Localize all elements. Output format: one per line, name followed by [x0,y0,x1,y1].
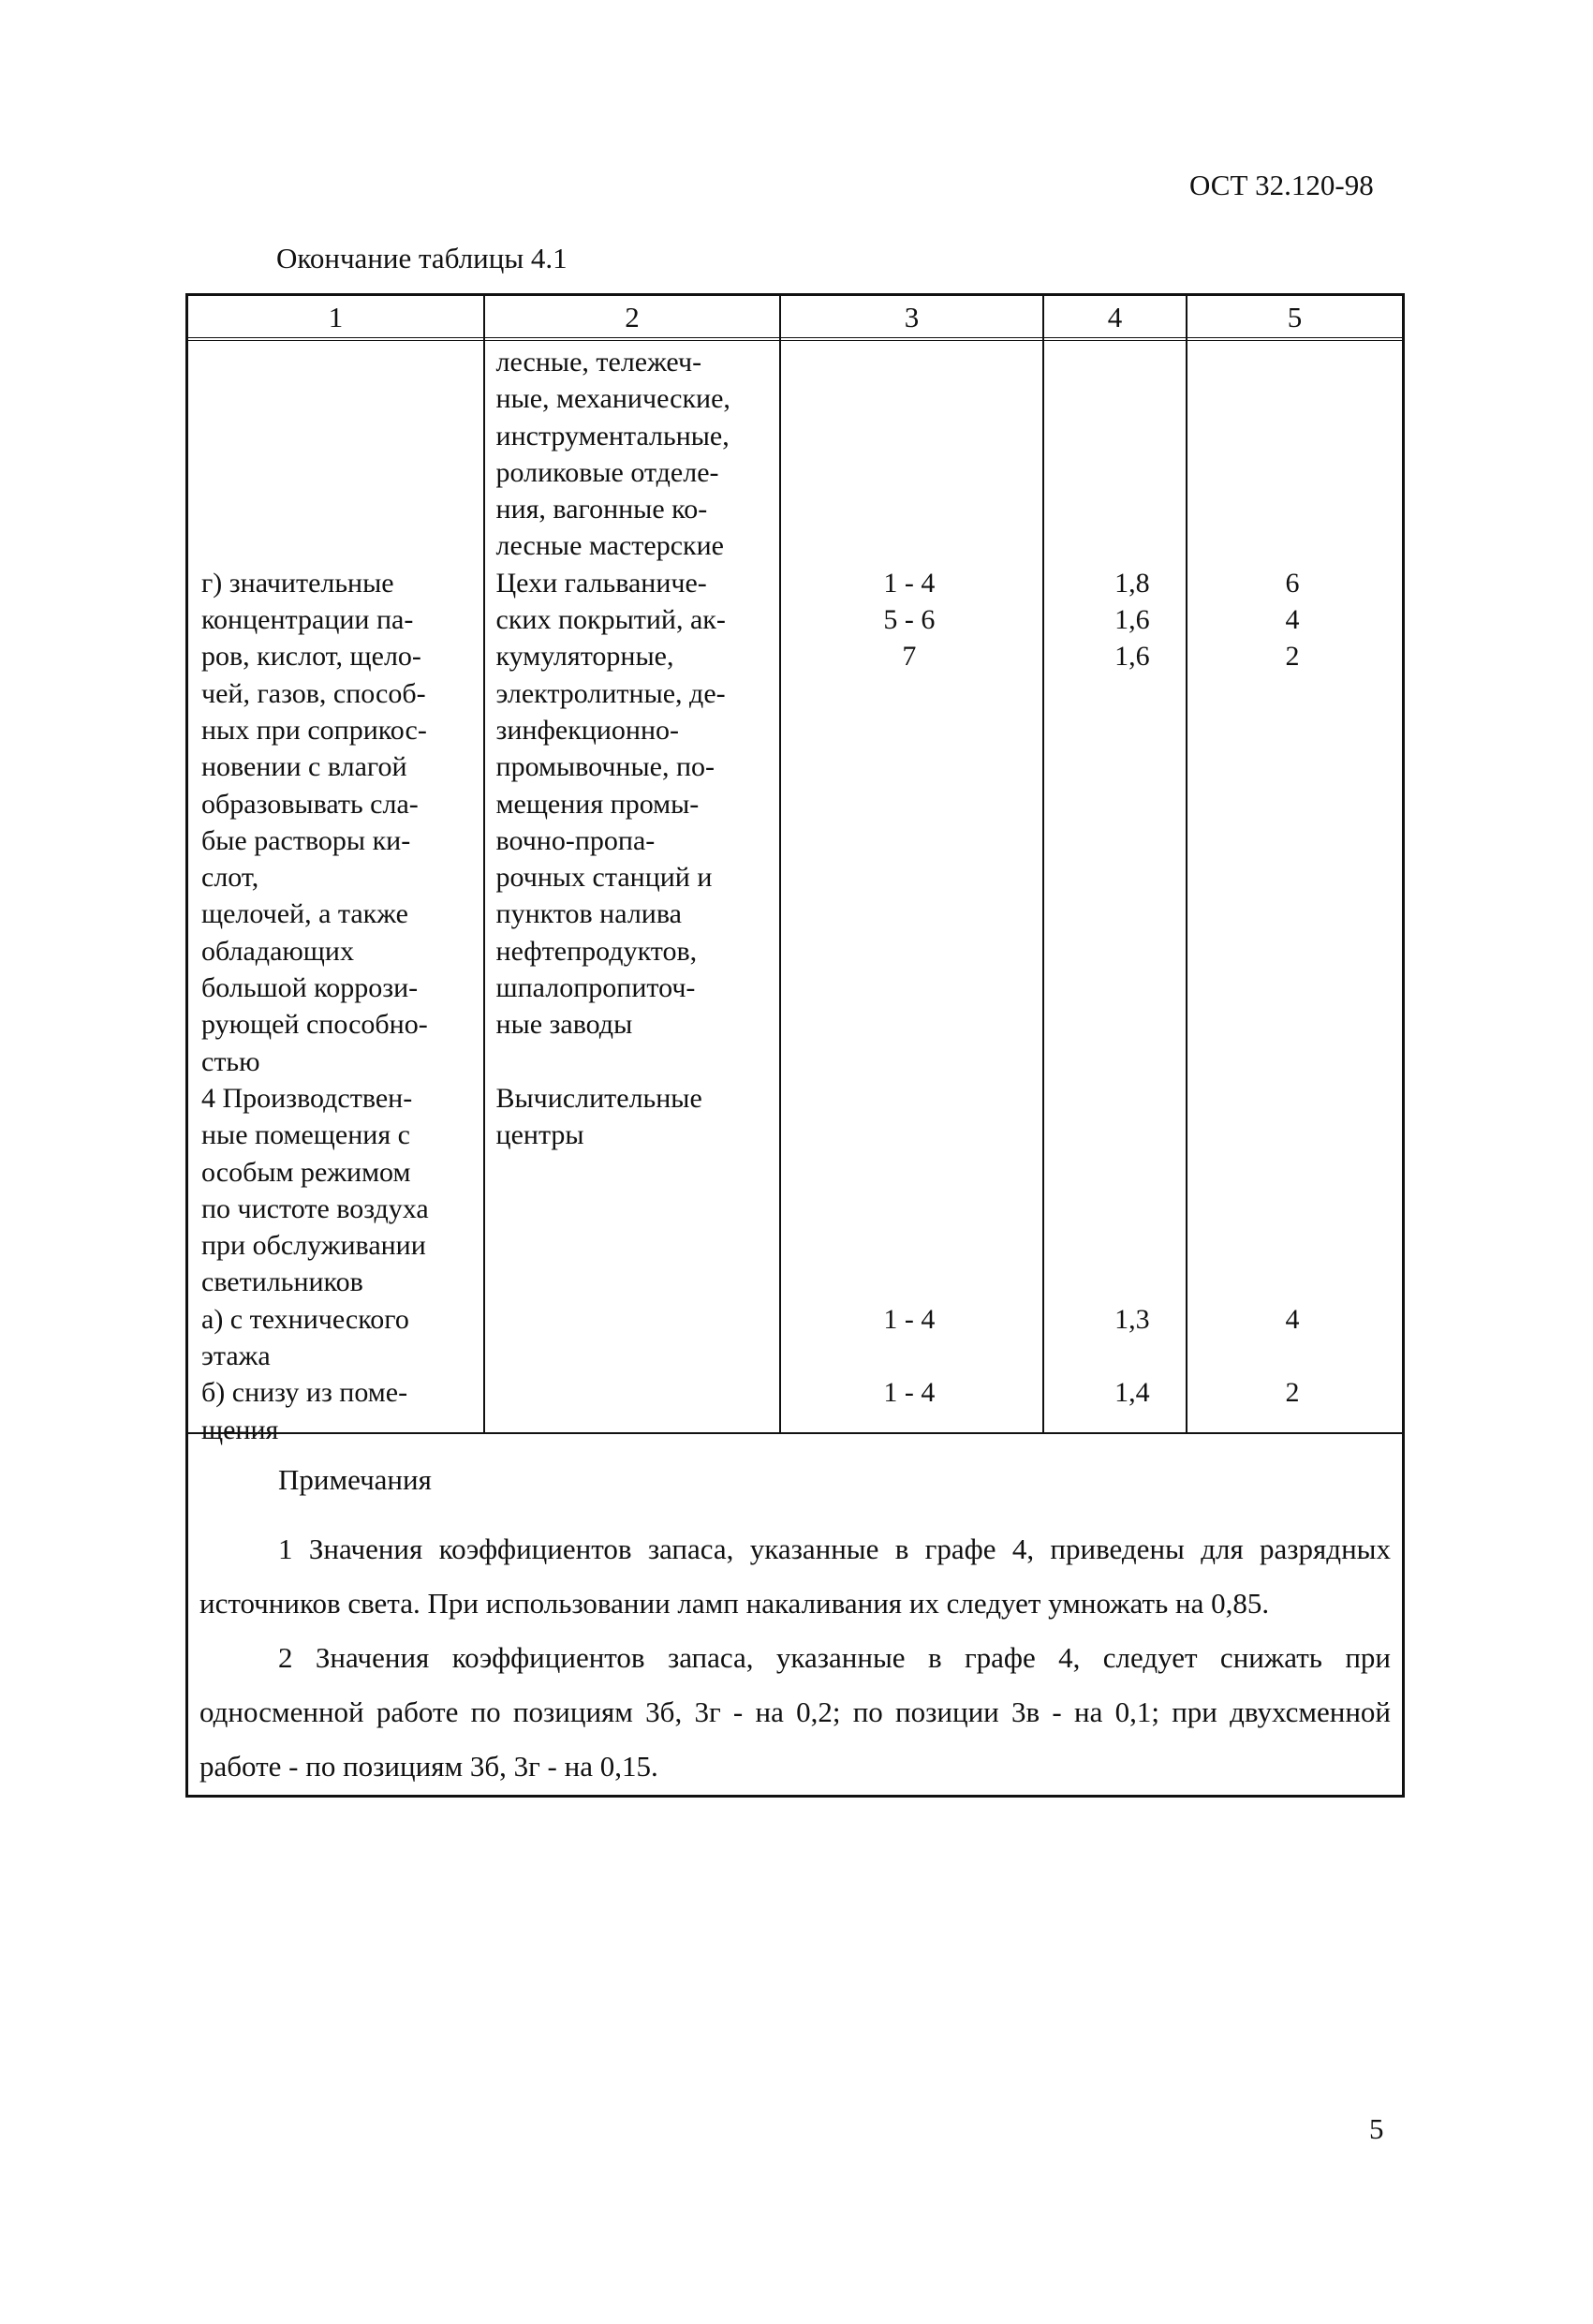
table-cell-col-1 [188,1374,484,1448]
table-cell-col-3 [778,1301,1040,1338]
cell-line: 1 - 4 [883,1377,936,1409]
cell-line: шпалопропиточ- [495,972,696,1004]
cell-line: 1 - 4 [883,1303,936,1335]
table-row [188,1301,1402,1375]
header-separator [188,337,1402,341]
table-cell-col-4 [1040,1374,1183,1411]
table-cell-col-2 [484,344,779,565]
cell-line: пунктов налива [495,898,682,930]
table-body [188,344,1402,1448]
note-2: 2 Значения коэффициентов запаса, указанные в графе 4, следует снижать при односменной работе по позициям 3б, 3г - на 0,2; по позиции 3в - на 0,1; при двухсменной работе - по позициям 3б, 3г - на 0,15. [199,1641,1391,1783]
cell-line: промывочные, по- [495,751,715,783]
cell-line: этажа [201,1340,271,1372]
cell-line: г) значительные [201,567,394,599]
cell-line: зинфекционно- [495,714,680,746]
cell-line: ные, механические, [495,383,730,415]
cell-line: особым режимом [201,1156,411,1188]
table-cell-col-2 [484,1080,779,1154]
cell-line: вочно-пропа- [495,824,656,856]
table-cell-col-5 [1183,1374,1402,1411]
table-4-1 [185,293,1405,1798]
cell-line: 1 - 4 [883,567,936,599]
cell-line: стью [201,1045,260,1077]
cell-line: рующей способно- [201,1009,428,1041]
cell-line: 1,6 [1114,604,1150,636]
table-row [188,1374,1402,1448]
cell-line: щения [201,1414,279,1445]
cell-line: обладающих [201,935,354,967]
cell-line: чей, газов, способ- [201,677,426,709]
body-separator [188,1432,1402,1434]
cell-line: слот, [201,862,259,894]
cell-line: ния, вагонные ко- [495,494,708,525]
cell-line: лесные, тележеч- [495,347,702,377]
note-1: 1 Значения коэффициентов запаса, указанные в графе 4, приведены для разрядных источников света. При использовании ламп накаливания их следует умножать на 0,85. [199,1532,1391,1620]
cell-line: ских покрытий, ак- [495,604,726,636]
cell-line: большой коррози- [201,972,419,1004]
cell-line: 2 [1285,1377,1300,1409]
cell-line: 5 - 6 [883,604,936,636]
cell-line: ров, кислот, щело- [201,641,421,673]
cell-line: а) с технического [201,1303,409,1335]
table-row [188,565,1402,1080]
cell-line: щелочей, а также [201,898,408,930]
cell-line: 4 Производствен- [201,1082,413,1114]
table-row [188,1080,1402,1301]
cell-line: бые растворы ки- [201,824,411,856]
cell-line: 4 [1285,1303,1300,1335]
column-header-5: 5 [1287,301,1303,333]
cell-line: 4 [1285,604,1300,636]
cell-line: при обслуживании [201,1230,426,1262]
cell-line: ных при соприкос- [201,714,427,746]
table-cell-col-4 [1040,565,1183,675]
column-header-4: 4 [1107,301,1123,333]
column-header-2: 2 [625,301,640,333]
notes-block [188,1461,1402,1794]
cell-line: 1,3 [1114,1303,1150,1335]
table-cell-col-3 [778,565,1040,675]
cell-line: рочных станций и [495,862,713,894]
cell-line: новении с влагой [201,751,407,783]
table-cell-col-1 [188,1301,484,1375]
cell-line: Вычислительные [495,1082,702,1114]
cell-line: б) снизу из поме- [201,1377,408,1409]
table-cell-col-5 [1183,1301,1402,1338]
notes-title: Примечания [278,1463,432,1496]
cell-line: кумуляторные, [495,641,674,673]
cell-line: лесные мастерские [495,530,724,562]
cell-line: центры [495,1119,584,1151]
cell-line: по чистоте воздуха [201,1192,429,1224]
table-cell-col-1 [188,1080,484,1301]
cell-line: мещения промы- [495,788,700,820]
cell-line: ные помещения с [201,1119,410,1151]
cell-line: ные заводы [495,1009,633,1041]
cell-line: образовывать сла- [201,788,419,820]
document-code: ОСТ 32.120-98 [1189,169,1374,201]
cell-line: светильников [201,1266,363,1298]
column-header-1: 1 [328,301,344,333]
table-cell-col-3 [778,1374,1040,1411]
cell-line: Цехи гальваниче- [495,567,707,599]
cell-line: 1,6 [1114,641,1150,673]
table-cell-col-2 [484,565,779,1044]
cell-line: нефтепродуктов, [495,935,698,967]
table-caption: Окончание таблицы 4.1 [276,242,568,274]
cell-line: роликовые отделе- [495,456,719,488]
cell-line: 1,8 [1114,567,1150,599]
column-header-3: 3 [904,301,920,333]
cell-line: инструментальные, [495,420,730,451]
cell-line: 1,4 [1114,1377,1150,1409]
table-cell-col-1 [188,565,484,1080]
table-cell-col-4 [1040,1301,1183,1338]
cell-line: 6 [1285,567,1300,599]
table-cell-col-5 [1183,565,1402,675]
page-number: 5 [1369,2112,1384,2145]
cell-line: 7 [902,641,917,673]
cell-line: 2 [1285,641,1300,673]
cell-line: электролитные, де- [495,677,726,709]
table-row [188,344,1402,565]
cell-line: концентрации па- [201,604,414,636]
